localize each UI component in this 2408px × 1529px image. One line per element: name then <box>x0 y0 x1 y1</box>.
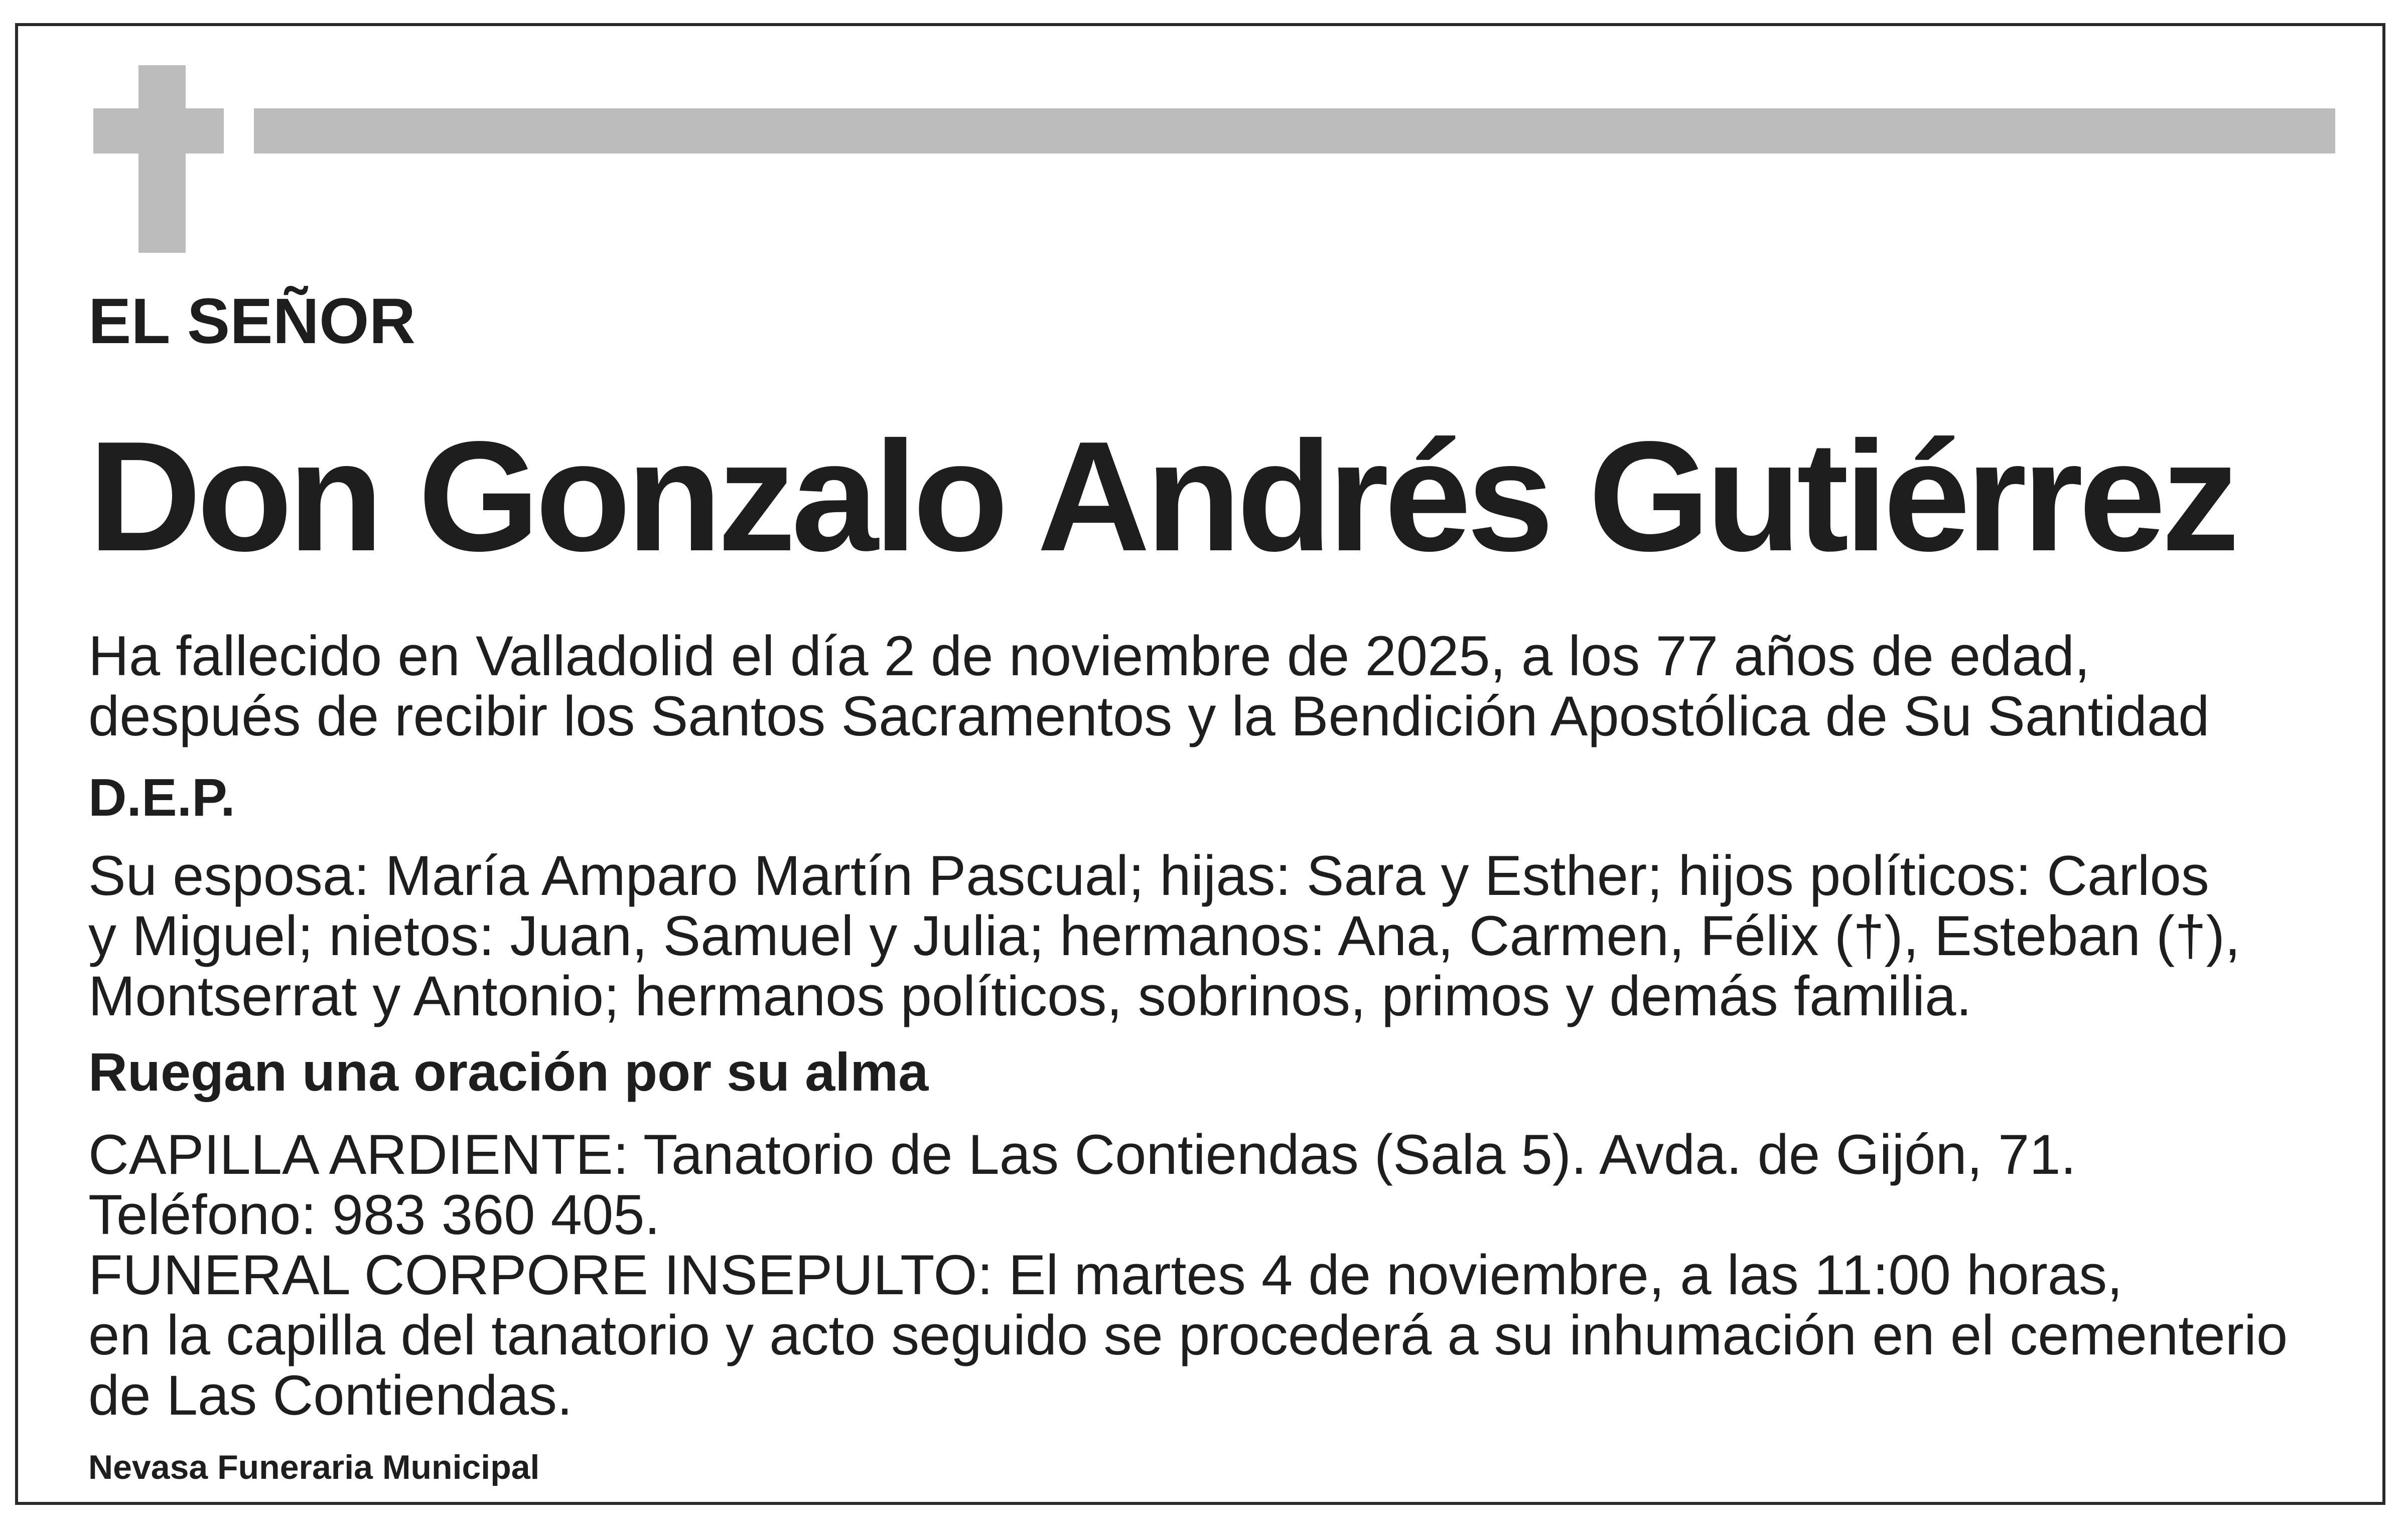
service-line: CAPILLA ARDIENTE: Tanatorio de Las Contiendas (Sala 5). Avda. de Gijón, 71. <box>88 1123 2076 1186</box>
family-line: Su esposa: María Amparo Martín Pascual; hijas: Sara y Esther; hijos políticos: Carlos <box>88 844 2209 907</box>
service-line: de Las Contiendas. <box>88 1364 573 1427</box>
service-line: en la capilla del tanatorio y acto seguido se procederá a su inhumación en el cementerio <box>88 1304 2288 1366</box>
deceased-name: Don Gonzalo Andrés Gutiérrez <box>88 409 2235 584</box>
service-line: Teléfono: 983 360 405. <box>88 1183 660 1246</box>
family-list <box>88 846 2240 1026</box>
death-line: Ha fallecido en Valladolid el día 2 de noviembre de 2025, a los 77 años de edad, <box>88 625 2090 687</box>
prayer-request: Ruegan una oración por su alma <box>88 1041 929 1102</box>
funeral-home: Nevasa Funeraria Municipal <box>88 1448 540 1486</box>
cross-icon-bar <box>93 108 224 154</box>
death-line: después de recibir los Santos Sacramentos y la Bendición Apostólica de Su Santidad <box>88 685 2210 747</box>
family-line: Montserrat y Antonio; hermanos políticos, sobrinos, primos y demás familia. <box>88 965 1972 1027</box>
cross-icon <box>138 65 186 253</box>
family-line: y Miguel; nietos: Juan, Samuel y Julia; hermanos: Ana, Carmen, Félix (†), Esteban (†), <box>88 904 2241 967</box>
death-announcement <box>88 626 2209 746</box>
service-details <box>88 1125 2288 1426</box>
dep-label: D.E.P. <box>88 768 235 827</box>
header-rule <box>254 108 2335 154</box>
honorific-heading: EL SEÑOR <box>88 285 415 357</box>
service-line: FUNERAL CORPORE INSEPULTO: El martes 4 de noviembre, a las 11:00 horas, <box>88 1244 2123 1306</box>
